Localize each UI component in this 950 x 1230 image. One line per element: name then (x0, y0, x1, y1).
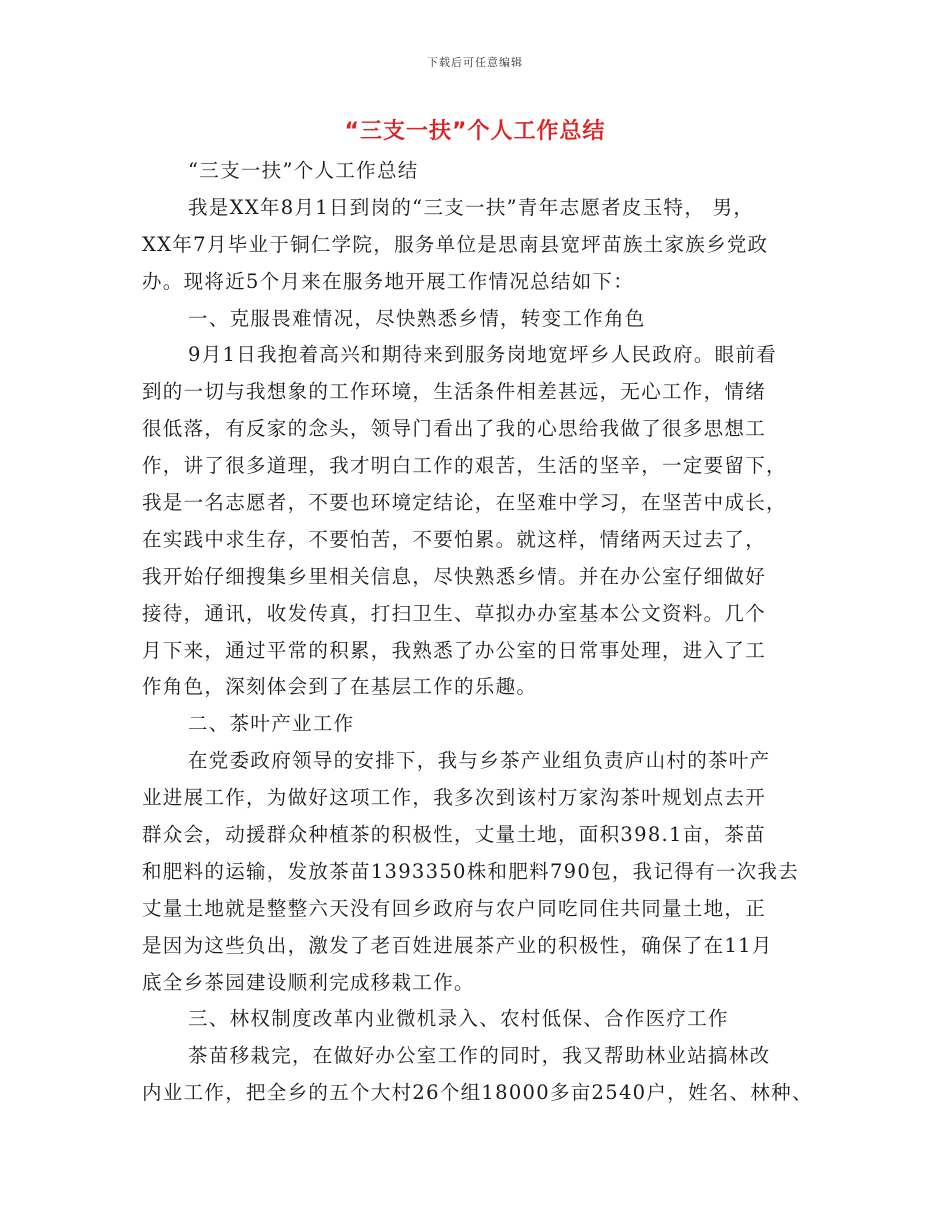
text-line: 三、林权制度改革内业微机录入、农村低保、合作医疗工作 (188, 1007, 729, 1031)
text-line: 月下来，通过平常的积累，我熟悉了办公室的日常事处理，进入了工 (142, 638, 767, 662)
text-line: XX年7月毕业于铜仁学院，服务单位是思南县宽坪苗族土家族乡党政 (142, 232, 769, 256)
text-line: 丈量土地就是整整六天没有回乡政府与农户同吃同住共同量土地，正 (142, 896, 767, 920)
text-line: 我是一名志愿者，不要也环境定结论，在坚难中学习，在坚苦中成长， (142, 491, 787, 515)
text-line: 我开始仔细搜集乡里相关信息，尽快熟悉乡情。并在办公室仔细做好 (142, 564, 767, 588)
text-line: 二、茶叶产业工作 (188, 712, 355, 736)
text-line: 接待，通讯，收发传真，打扫卫生、草拟办办室基本公文资料。几个 (142, 601, 767, 625)
text-line: 业进展工作，为做好这项工作，我多次到该村万家沟茶叶规划点去开 (142, 786, 767, 810)
text-line: 到的一切与我想象的工作环境，生活条件相差甚远，无心工作，情绪 (142, 380, 767, 404)
text-line: 一、克服畏难情况，尽快熟悉乡情，转变工作角色 (188, 306, 646, 330)
document-body (142, 153, 822, 1112)
text-line: 茶苗移栽完，在做好办公室工作的同时，我又帮助林业站搞林改 (188, 1044, 771, 1068)
text-line: 办。现将近5个月来在服务地开展工作情况总结如下： (142, 269, 635, 293)
document-title: “三支一扶”个人工作总结 (344, 119, 606, 144)
text-line: 群众会，动援群众种植茶的积极性，丈量土地，面积398.1亩，茶苗 (142, 823, 766, 847)
text-line: 很低落，有反家的念头，领导门看出了我的心思给我做了很多思想工 (142, 417, 767, 441)
text-line: 在党委政府领导的安排下，我与乡茶产业组负责庐山村的茶叶产 (188, 749, 771, 773)
text-line: 是因为这些负出，激发了老百姓进展茶产业的积极性，确保了在11月 (142, 933, 773, 957)
text-line: 作角色，深刻体会到了在基层工作的乐趣。 (142, 675, 538, 699)
text-line: 我是XX年8月1日到岗的“三支一扶”青年志愿者皮玉特， 男， (188, 195, 755, 219)
text-line: 9月1日我抱着高兴和期待来到服务岗地宽坪乡人民政府。眼前看 (188, 343, 778, 367)
text-line: 在实践中求生存，不要怕苦，不要怕累。就这样，情绪两天过去了， (142, 527, 767, 551)
text-line: 底全乡茶园建设顺利完成移栽工作。 (142, 970, 475, 994)
text-line: 和肥料的运输，发放茶苗1393350株和肥料790包，我记得有一次我去 (142, 859, 800, 883)
header-note: 下载后可任意编辑 (427, 56, 523, 69)
text-line: “三支一扶”个人工作总结 (188, 159, 419, 182)
text-line: 内业工作，把全乡的五个大村26个组18000多亩2540户，姓名、林种、 (142, 1081, 813, 1105)
text-line: 作，讲了很多道理，我才明白工作的艰苦，生活的坚辛，一定要留下， (142, 454, 787, 478)
